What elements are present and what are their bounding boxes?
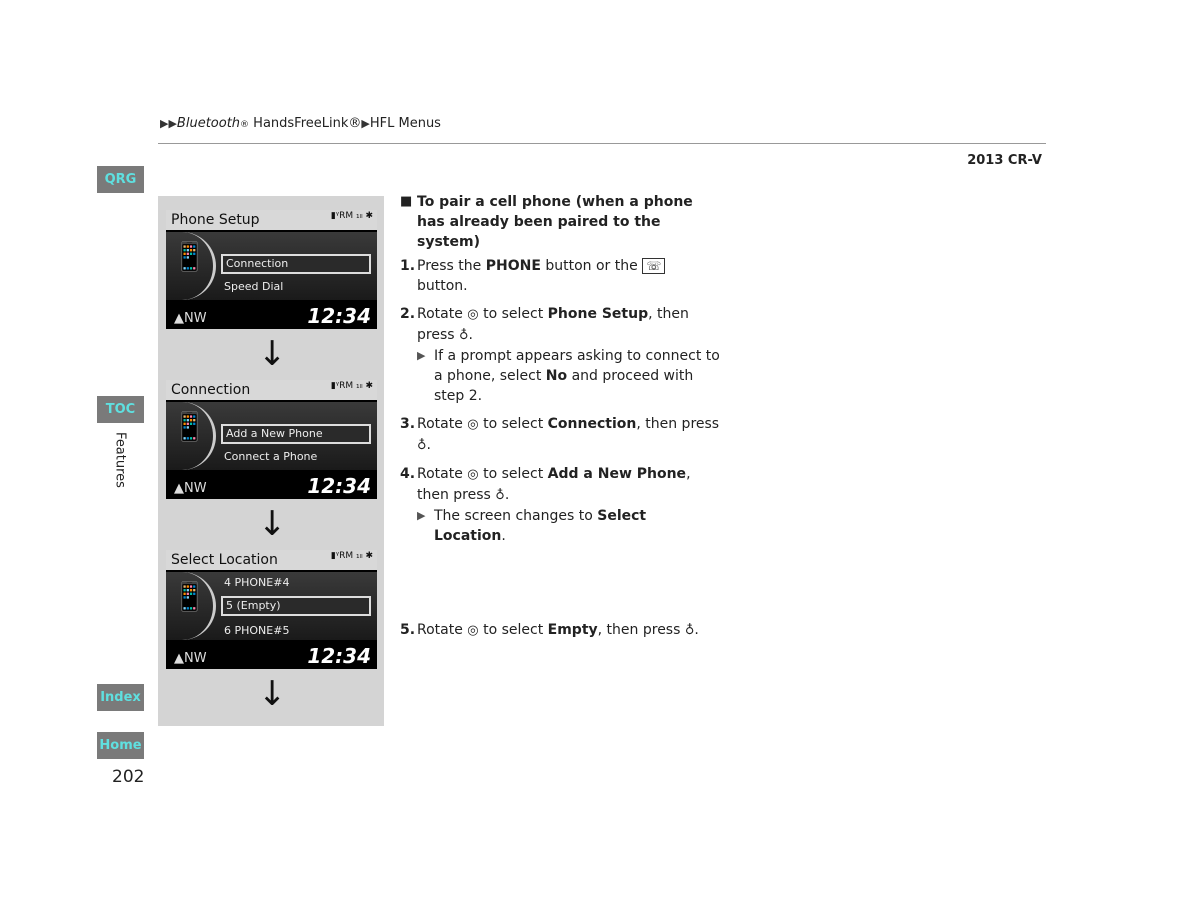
knob-icon: ◎ xyxy=(467,417,479,432)
press-icon: ♁ xyxy=(684,623,695,638)
compass-heading: ▲NW xyxy=(174,311,207,326)
screen-title: Phone Setup xyxy=(166,210,377,230)
compass-heading: ▲NW xyxy=(174,651,207,666)
menu-item-phone-4[interactable]: 4 PHONE#4 xyxy=(224,576,290,589)
menu-item-empty[interactable]: 5 (Empty) xyxy=(221,596,371,616)
phone-wrench-icon: 📱 xyxy=(172,240,207,273)
down-arrow-icon: ↓ xyxy=(258,504,287,544)
compass-heading: ▲NW xyxy=(174,481,207,496)
status-icons: ▮ᵞRM ₁ₗₗ ✱ xyxy=(330,381,373,391)
step-3: 3. Rotate ◎ to select Connection, then press ♁. xyxy=(400,414,720,456)
toc-tab[interactable]: TOC xyxy=(97,396,144,423)
status-icons: ▮ᵞRM ₁ₗₗ ✱ xyxy=(330,551,373,561)
breadcrumb xyxy=(160,116,441,131)
step-2: 2. Rotate ◎ to select Phone Setup, then press ♁. xyxy=(400,304,720,346)
header-rule xyxy=(158,143,1046,144)
screen-title: Connection xyxy=(166,380,377,400)
menu-item-phone-5[interactable]: 6 PHONE#5 xyxy=(224,624,290,637)
status-icons: ▮ᵞRM ₁ₗₗ ✱ xyxy=(330,211,373,221)
screen-title: Select Location xyxy=(166,550,377,570)
select-location-screen xyxy=(166,550,377,669)
breadcrumb-menus[interactable]: HFL Menus xyxy=(369,116,441,131)
phone-setup-screen xyxy=(166,210,377,329)
down-arrow-icon: ↓ xyxy=(258,334,287,374)
press-icon: ♁ xyxy=(459,328,469,343)
menu-item-connect-phone[interactable]: Connect a Phone xyxy=(224,450,318,463)
step-4: 4. Rotate ◎ to select Add a New Phone, then press ♁. xyxy=(400,464,720,506)
menu-item-add-phone[interactable]: Add a New Phone xyxy=(221,424,371,444)
keypad-phone-icon: 📱 xyxy=(172,580,207,613)
step-5: 5. Rotate ◎ to select Empty, then press ♁. xyxy=(400,620,720,641)
knob-icon: ◎ xyxy=(467,307,479,322)
section-heading: ■ To pair a cell phone (when a phone has already been paired to the system) xyxy=(400,192,720,252)
registered-mark: ® xyxy=(240,120,250,130)
breadcrumb-bluetooth[interactable]: Bluetooth xyxy=(176,116,241,131)
knob-icon: ◎ xyxy=(467,623,479,638)
breadcrumb-arrow-icon: ▶▶ xyxy=(160,117,177,130)
qrg-tab[interactable]: QRG xyxy=(97,166,144,193)
breadcrumb-arrow-icon: ▶ xyxy=(361,117,370,130)
clock: 12:34 xyxy=(307,644,371,668)
model-label: 2013 CR-V xyxy=(967,153,1042,168)
section-label: Features xyxy=(112,432,128,488)
screen-panel xyxy=(158,196,384,726)
menu-item-speed-dial[interactable]: Speed Dial xyxy=(224,280,284,293)
page-number: 202 xyxy=(112,767,145,787)
press-icon: ♁ xyxy=(495,488,505,503)
phone-wrench-icon: 📱 xyxy=(172,410,207,443)
home-tab[interactable]: Home xyxy=(97,732,144,759)
clock: 12:34 xyxy=(307,474,371,498)
knob-icon: ◎ xyxy=(467,467,479,482)
phone-button-icon: ☏ xyxy=(642,258,665,274)
instructions xyxy=(400,192,720,641)
connection-screen xyxy=(166,380,377,499)
step-1: 1. Press the PHONE button or the ☏ button. xyxy=(400,256,720,296)
breadcrumb-hfl[interactable]: HandsFreeLink® xyxy=(249,116,362,131)
press-icon: ♁ xyxy=(417,438,427,453)
step-2-note: ▶ If a prompt appears asking to connect to a phone, select No and proceed with step 2. xyxy=(417,346,720,406)
step-4-note: ▶ The screen changes to Select Location. xyxy=(417,506,720,546)
clock: 12:34 xyxy=(307,304,371,328)
index-tab[interactable]: Index xyxy=(97,684,144,711)
menu-item-connection[interactable]: Connection xyxy=(221,254,371,274)
down-arrow-icon: ↓ xyxy=(258,674,287,714)
